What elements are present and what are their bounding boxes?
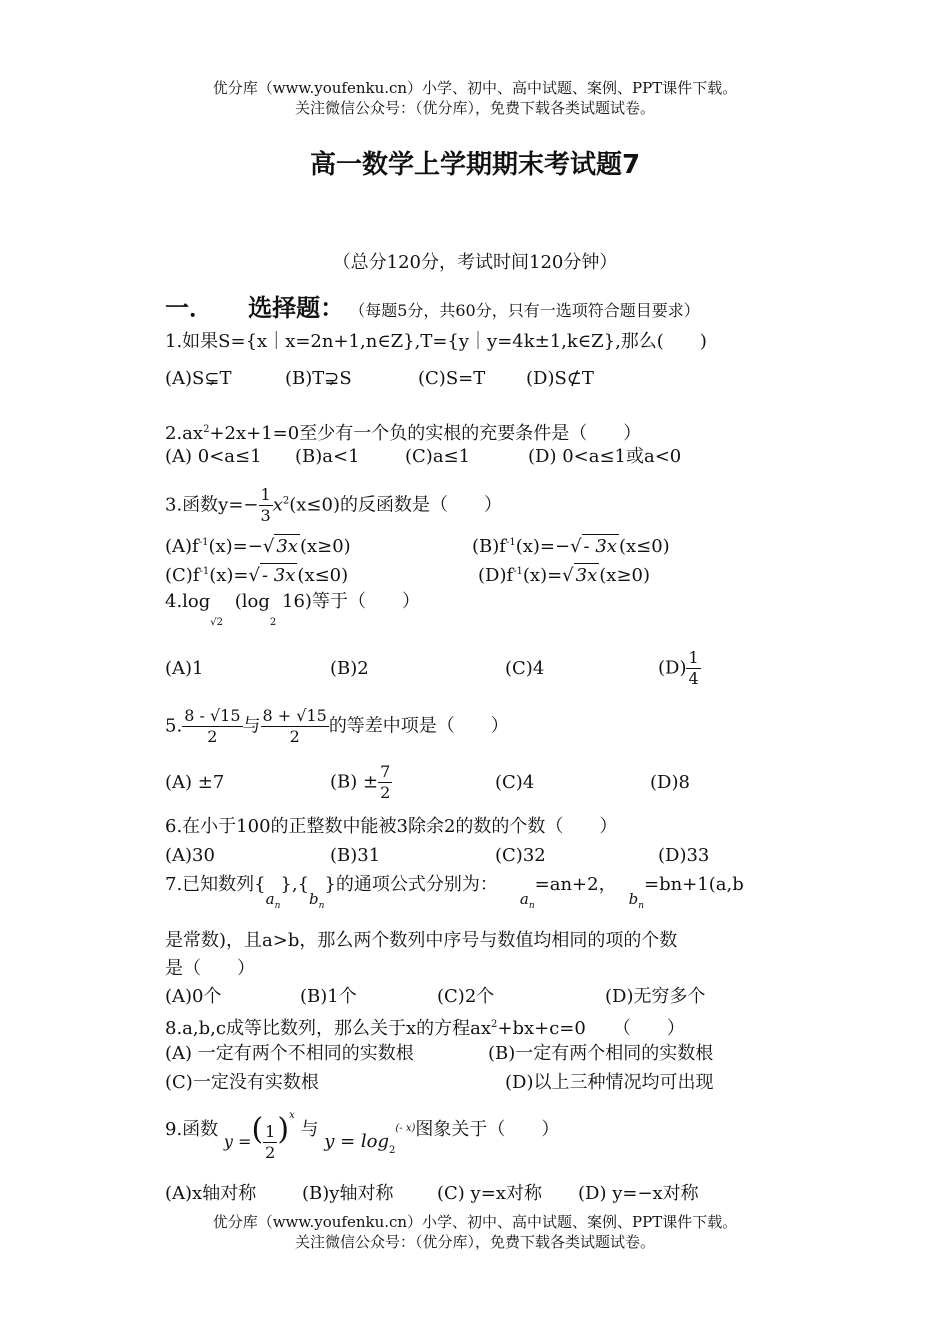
q1-option-c: (C)S=T xyxy=(418,368,486,389)
q3-variable: x xyxy=(272,494,283,516)
q3-option-d xyxy=(478,560,650,588)
q3-suffix: (x≤0)的反函数是（ ） xyxy=(289,494,502,516)
q8-option-a: (A) 一定有两个不相同的实数根 xyxy=(165,1043,414,1064)
q4-option-a: (A)1 xyxy=(165,658,204,679)
q3-a-inverse: -1 xyxy=(198,537,209,548)
section-heading xyxy=(165,288,700,323)
q9-part-1: 9.函数 xyxy=(165,1119,219,1140)
q4-option-b: (B)2 xyxy=(330,658,369,679)
q4-log-outer: 4.log xyxy=(165,591,211,612)
q9-mid: 与 xyxy=(300,1119,319,1140)
q4-base-outer: √2 xyxy=(210,617,224,628)
header-line-2: 关注微信公众号：（优分库），免费下载各类试题试卷。 xyxy=(294,99,655,117)
q4-option-c: (C)4 xyxy=(505,658,545,679)
q9-y2: y = log xyxy=(324,1131,389,1152)
q7-sub-n: n xyxy=(638,901,644,911)
q5-fraction-2 xyxy=(261,706,329,747)
exam-subtitle: （总分120分，考试时间120分钟） xyxy=(332,252,618,273)
q7-stem xyxy=(165,873,744,911)
footer-line-1: 优分库（www.youfenku.cn）小学、初中、高中试题、案例、PPT课件下载。 xyxy=(212,1213,738,1231)
q2-exponent: 2 xyxy=(203,424,210,435)
q3-d-tail: (x≥0) xyxy=(599,565,650,586)
q4-base-inner: 2 xyxy=(269,617,277,628)
q5-f2-numerator: 8 + √15 xyxy=(262,706,327,725)
q7-term-b: b xyxy=(628,890,639,908)
q8-stem-part-a: 8.a,b,c成等比数列，那么关于x的方程ax xyxy=(165,1018,491,1039)
q3-d-label: (D)f xyxy=(478,565,514,586)
page-title: 高一数学上学期期末考试题7 xyxy=(309,150,641,180)
q1-option-b: (B)T⊋S xyxy=(285,368,352,389)
q3-d-radicand: 3x xyxy=(575,565,598,586)
q4-d-numerator: 1 xyxy=(688,648,699,667)
q9-y1: y = xyxy=(223,1132,252,1151)
q5-option-b xyxy=(330,762,392,803)
q3-option-a xyxy=(165,531,351,559)
q5-option-c: (C)4 xyxy=(495,772,535,793)
q3-fraction xyxy=(259,485,273,526)
q8-option-d: (D)以上三种情况均可出现 xyxy=(505,1072,714,1093)
q9-base: 2 xyxy=(389,1145,396,1156)
q6-option-c: (C)32 xyxy=(495,845,546,866)
q3-option-b xyxy=(472,531,670,559)
q7-option-b: (B)1个 xyxy=(300,986,357,1007)
q4-stem xyxy=(165,590,420,628)
q3-b-mid: (x)=− xyxy=(515,536,571,557)
q7-option-c: (C)2个 xyxy=(437,986,495,1007)
q9-argument: (- x) xyxy=(395,1123,416,1134)
q7-part-3: }的通项公式分别为： xyxy=(324,874,498,895)
q7-seq-a: a xyxy=(265,890,275,908)
q3-c-tail: (x≤0) xyxy=(297,565,349,586)
q9-tail: 图象关于（ ） xyxy=(415,1119,560,1140)
q1-option-d: (D)S⊄T xyxy=(526,368,594,389)
q1-stem: 1.如果S={x｜x=2n+1,n∈Z},T={y｜y=4k±1,k∈Z},那么( ) xyxy=(165,331,707,352)
q8-stem-part-b: +bx+c=0 （ ） xyxy=(497,1018,685,1039)
section-name: 选择题： xyxy=(248,294,345,322)
q9-option-b: (B)y轴对称 xyxy=(302,1183,394,1204)
q3-c-mid: (x)= xyxy=(209,565,249,586)
q4-tail: 16)等于（ ） xyxy=(282,591,420,612)
q6-option-b: (B)31 xyxy=(330,845,381,866)
q5-f1-denominator: 2 xyxy=(207,727,218,746)
q5-option-a: (A) ±7 xyxy=(165,772,225,793)
right-paren-icon: ) xyxy=(277,1112,290,1147)
q3-b-radicand: - 3x xyxy=(583,536,617,557)
q7-part-4: =an+2， xyxy=(534,874,617,895)
sqrt-icon: √ xyxy=(570,536,582,557)
q5-b-label: (B) ± xyxy=(330,771,379,793)
q9-exponent: x xyxy=(289,1110,295,1121)
q9-frac-numerator: 1 xyxy=(265,1122,276,1141)
q3-frac-numerator: 1 xyxy=(260,485,271,504)
q5-b-fraction xyxy=(378,762,392,803)
q3-a-radicand: 3x xyxy=(276,536,298,557)
q5-option-d: (D)8 xyxy=(650,772,690,793)
q2-stem-part-b: +2x+1=0至少有一个负的实根的充要条件是（ ） xyxy=(209,423,642,444)
q2-stem-part-a: 2.ax xyxy=(165,423,204,444)
q7-sub-n: n xyxy=(274,901,281,911)
q5-f1-numerator: 8 - √15 xyxy=(184,706,241,725)
q3-b-tail: (x≤0) xyxy=(618,536,670,557)
q4-d-label: (D) xyxy=(658,657,687,679)
q9-option-c: (C) y=x对称 xyxy=(437,1183,542,1204)
q6-option-d: (D)33 xyxy=(658,845,710,866)
q3-d-mid: (x)= xyxy=(522,565,563,586)
q2-option-d: (D) 0<a≤1或a<0 xyxy=(528,446,682,467)
q8-option-c: (C)一定没有实数根 xyxy=(165,1072,319,1093)
q1-option-a: (A)S⊊T xyxy=(165,368,232,389)
q3-b-label: (B)f xyxy=(472,536,506,557)
section-number: 一． xyxy=(165,294,213,322)
sqrt-icon: √ xyxy=(248,565,260,586)
q7-part-1: 7.已知数列{ xyxy=(165,874,266,895)
q3-frac-denominator: 3 xyxy=(260,506,271,525)
q9-option-a: (A)x轴对称 xyxy=(165,1183,257,1204)
q6-option-a: (A)30 xyxy=(165,845,215,866)
q4-log-inner: (log xyxy=(234,591,270,612)
q2-option-a: (A) 0<a≤1 xyxy=(165,446,262,467)
q5-number: 5. xyxy=(165,715,183,737)
q4-d-fraction xyxy=(686,648,700,689)
q5-mid: 与 xyxy=(242,715,261,737)
q3-exponent: 2 xyxy=(282,495,290,507)
q3-c-inverse: -1 xyxy=(199,566,210,577)
q3-a-label: (A)f xyxy=(165,536,199,557)
q2-option-c: (C)a≤1 xyxy=(405,446,471,467)
left-paren-icon: ( xyxy=(251,1112,264,1147)
sqrt-icon: √ xyxy=(562,565,574,586)
q5-fraction-1 xyxy=(182,706,242,747)
q2-stem xyxy=(165,418,641,446)
q3-stem xyxy=(165,485,502,526)
q4-option-d xyxy=(658,648,701,689)
q7-sub-n: n xyxy=(318,901,325,911)
q2-option-b: (B)a<1 xyxy=(295,446,360,467)
q9-fraction xyxy=(263,1122,277,1163)
q8-exponent: 2 xyxy=(491,1019,498,1030)
q5-f2-denominator: 2 xyxy=(289,727,300,746)
q3-a-tail: (x≥0) xyxy=(299,536,351,557)
q7-stem-line-2: 是常数)，且a>b，那么两个数列中序号与数值均相同的项的个数 xyxy=(165,930,678,951)
q3-option-c xyxy=(165,560,348,588)
q7-stem-line-3: 是（ ） xyxy=(165,958,255,979)
q3-b-inverse: -1 xyxy=(505,537,516,548)
q8-option-b: (B)一定有两个相同的实数根 xyxy=(488,1043,714,1064)
section-note: （每题5分，共60分，只有一选项符合题目要求） xyxy=(349,301,700,320)
q7-option-d: (D)无穷多个 xyxy=(605,986,706,1007)
q5-b-numerator: 7 xyxy=(380,762,391,781)
q8-stem xyxy=(165,1013,685,1041)
footer-line-2: 关注微信公众号：（优分库），免费下载各类试题试卷。 xyxy=(294,1233,655,1251)
q9-option-d: (D) y=−x对称 xyxy=(578,1183,699,1204)
q3-a-mid: (x)=− xyxy=(208,536,263,557)
q7-part-2: },{ xyxy=(280,874,310,895)
q3-prefix: 3.函数y=− xyxy=(165,494,259,516)
q9-stem xyxy=(165,1110,560,1163)
q7-sub-n: n xyxy=(528,901,535,911)
q3-d-inverse: -1 xyxy=(513,566,523,577)
q7-part-5: =bn+1(a,b xyxy=(644,874,744,895)
header-line-1: 优分库（www.youfenku.cn）小学、初中、高中试题、案例、PPT课件下载。 xyxy=(212,79,738,97)
q5-tail: 的等差中项是（ ） xyxy=(328,715,509,737)
sqrt-icon: √ xyxy=(262,536,275,557)
q3-c-label: (C)f xyxy=(165,565,200,586)
q4-d-denominator: 4 xyxy=(688,669,699,688)
q5-stem xyxy=(165,706,509,747)
q5-b-denominator: 2 xyxy=(380,783,391,802)
q6-stem: 6.在小于100的正整数中能被3除余2的数的个数（ ） xyxy=(165,816,618,837)
q7-seq-b: b xyxy=(309,890,319,908)
q3-c-radicand: - 3x xyxy=(262,565,296,586)
q9-frac-denominator: 2 xyxy=(265,1143,276,1162)
q7-option-a: (A)0个 xyxy=(165,986,222,1007)
q7-term-a: a xyxy=(519,890,529,908)
